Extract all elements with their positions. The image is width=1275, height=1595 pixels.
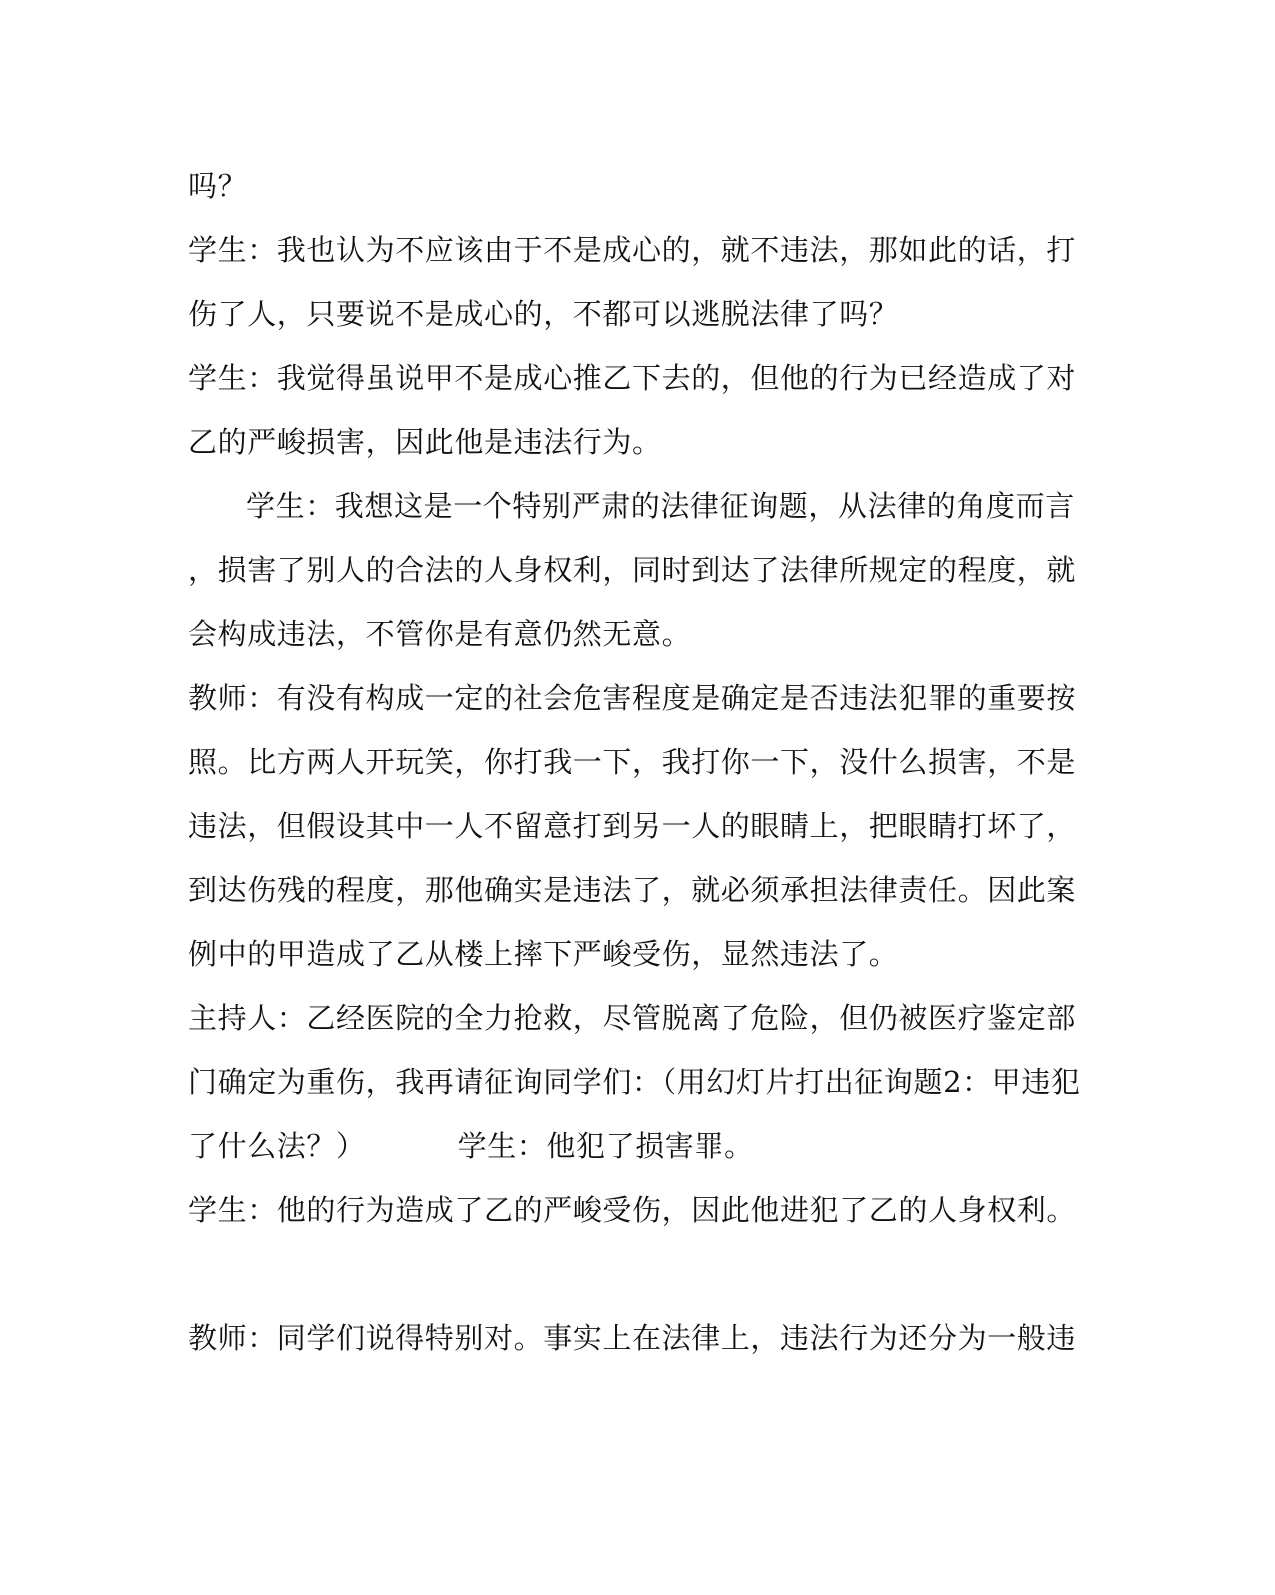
- text-line: 照。比方两人开玩笑，你打我一下，我打你一下，没什么损害，不是: [188, 745, 1077, 779]
- text-line: 违法，但假设其中一人不留意打到另一人的眼睛上，把眼睛打坏了，: [188, 809, 1077, 843]
- text-line: 乙的严峻损害，因此他是违法行为。: [188, 425, 662, 459]
- text-line: 学生：他的行为造成了乙的严峻受伤，因此他进犯了乙的人身权利。: [188, 1193, 1077, 1227]
- text-line: 门确定为重伤，我再请征询同学们：（用幻灯片打出征询题2：甲违犯: [188, 1065, 1081, 1099]
- text-line: 例中的甲造成了乙从楼上摔下严峻受伤，显然违法了。: [188, 937, 899, 971]
- text-line: 会构成违法，不管你是有意仍然无意。: [188, 617, 692, 651]
- text-line: 主持人：乙经医院的全力抢救，尽管脱离了危险，但仍被医疗鉴定部: [188, 1001, 1077, 1035]
- text-line: 伤了人，只要说不是成心的，不都可以逃脱法律了吗？: [188, 297, 899, 331]
- text-line: 到达伤残的程度，那他确实是违法了，就必须承担法律责任。因此案: [188, 873, 1077, 907]
- text-line: 学生：我想这是一个特别严肃的法律征询题，从法律的角度而言: [246, 489, 1075, 523]
- text-line: 学生：我也认为不应该由于不是成心的，就不违法，那如此的话，打: [188, 233, 1077, 267]
- text-line: 教师：同学们说得特别对。事实上在法律上，违法行为还分为一般违: [188, 1321, 1077, 1355]
- text-line: 吗？: [188, 169, 248, 203]
- text-segment: 学生：他犯了损害罪。: [457, 1129, 754, 1163]
- text-segment: 了什么法？）: [188, 1129, 366, 1163]
- text-line: 教师：有没有构成一定的社会危害程度是确定是否违法犯罪的重要按: [188, 681, 1077, 715]
- text-line: ，损害了别人的合法的人身权利，同时到达了法律所规定的程度，就: [188, 553, 1077, 587]
- text-line: 学生：我觉得虽说甲不是成心推乙下去的，但他的行为已经造成了对: [188, 361, 1077, 395]
- text-line-combined: [188, 1126, 754, 1166]
